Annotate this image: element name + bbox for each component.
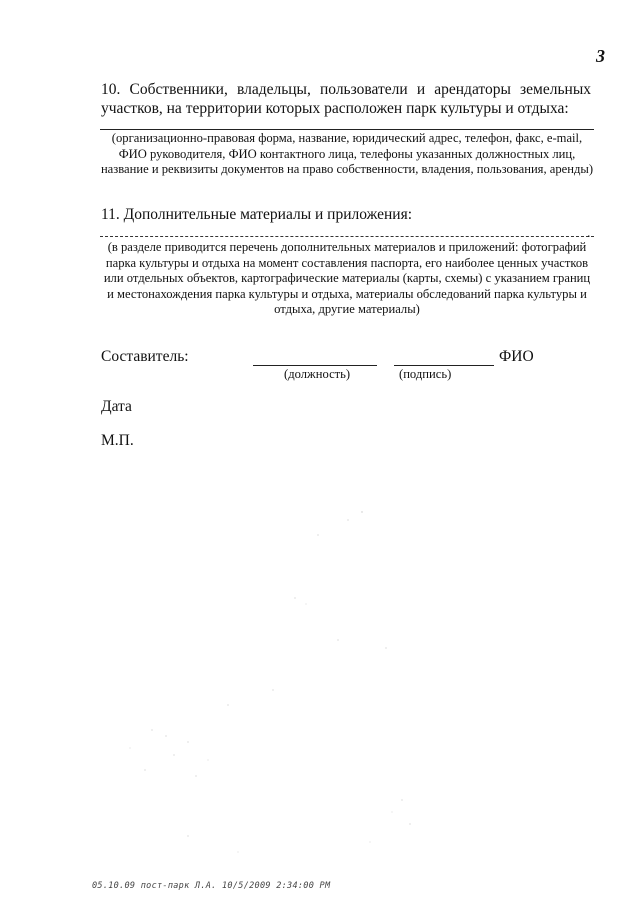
section-11-heading: 11. Дополнительные материалы и приложения: xyxy=(101,206,413,223)
section-10-hint: (организационно-правовая форма, название, юридический адрес, телефон, факс, e-mail, ФИО руководителя, ФИО контактного лица, телефоны указанных должностных лиц, название и реквизиты документов на право собственности, владения, пользования, аренды) xyxy=(100,131,594,176)
fax-footer: 05.10.09 пост-парк Л.А. 10/5/2009 2:34:00 PM xyxy=(92,881,331,891)
full-name-label: ФИО xyxy=(499,348,534,365)
page-number: 3 xyxy=(596,46,605,66)
position-caption: (должность) xyxy=(284,367,351,381)
section-11-hint: (в разделе приводится перечень дополнительных материалов и приложений: фотографий парка культуры и отдыха на момент составления паспорта, его наиболее ценных участков или отдельных объектов, картографические материалы (карты, схемы) с указанием границ и местонахождения парка культуры и отдыха, материалы обследований парка культуры и отдыха, другие материалы) xyxy=(103,240,591,316)
seal-label: М.П. xyxy=(101,432,134,449)
section-11-line-end: . xyxy=(587,226,591,241)
section-10-heading: 10. Собственники, владельцы, пользователи и арендаторы земельных участков, на территории которых расположен парк культуры и отдыха: xyxy=(101,81,591,117)
signature-caption: (подпись) xyxy=(399,367,452,381)
date-label: Дата xyxy=(101,398,132,415)
compiler-label: Составитель: xyxy=(101,348,189,365)
